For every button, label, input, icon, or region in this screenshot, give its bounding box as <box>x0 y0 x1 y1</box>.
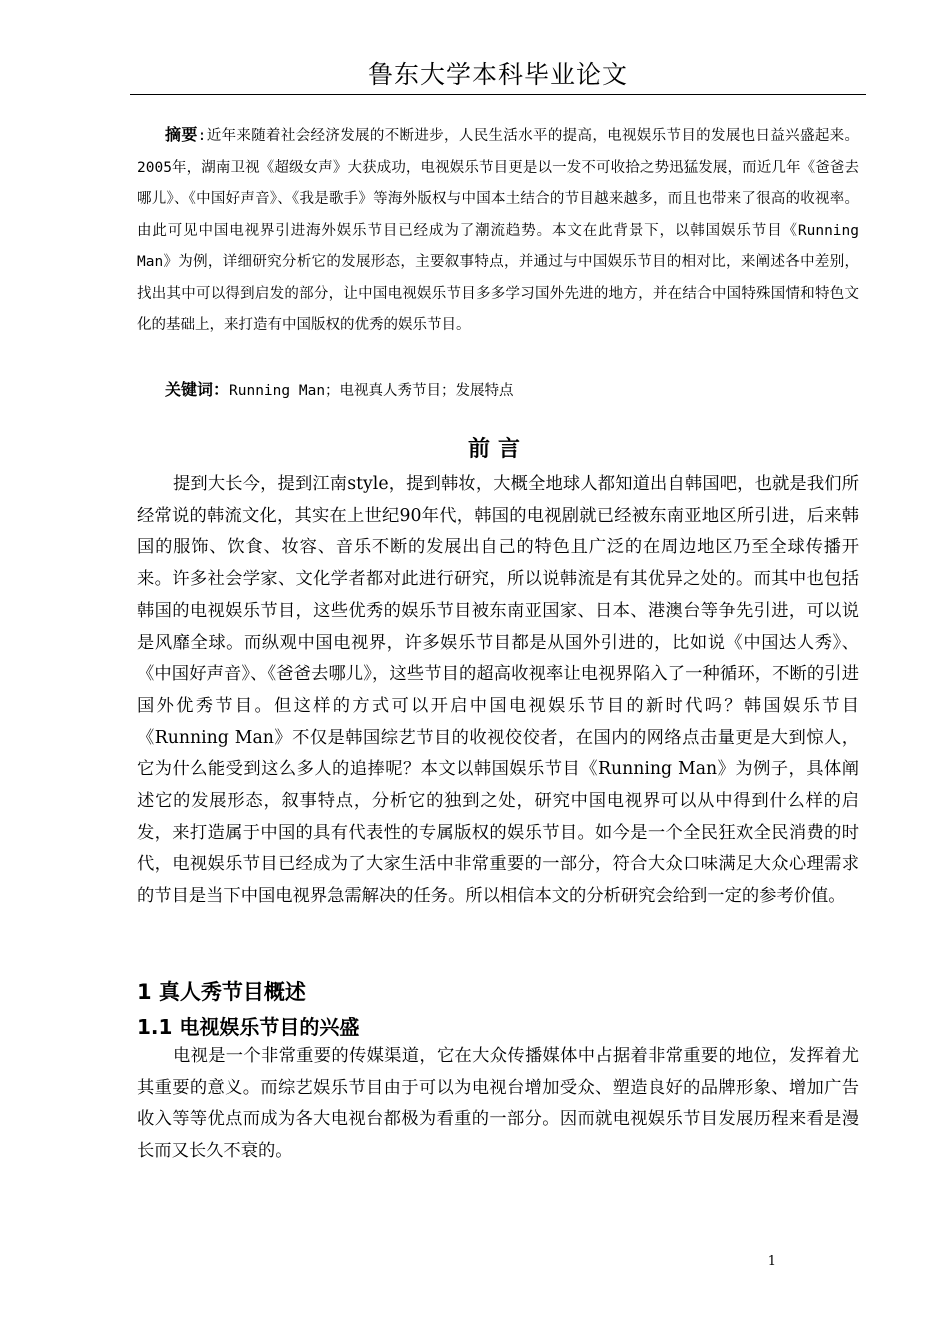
header-divider <box>130 94 866 95</box>
section-1-heading: 1 真人秀节目概述 <box>137 980 306 1004</box>
section-1-1-paragraph: 电视是一个非常重要的传媒渠道，它在大众传播媒体中占据着非常重要的地位，发挥着尤其重要的意义。而综艺娱乐节目由于可以为电视台增加受众、塑造良好的品牌形象、增加广告收入等等优点而成为各大电视台都极为看重的一部分。因而就电视娱乐节目发展历程来看是漫长而又长久不衰的。 <box>137 1046 859 1162</box>
abstract <box>137 119 859 342</box>
abstract-label: 摘要 <box>165 125 198 144</box>
page-number: 1 <box>767 1254 776 1269</box>
section-1-1-heading: 1.1 电视娱乐节目的兴盛 <box>137 1015 360 1039</box>
preface-paragraph: 提到大长今，提到江南style，提到韩妆，大概全地球人都知道出自韩国吧，也就是我们所经常说的韩流文化，其实在上世纪90年代，韩国的电视剧就已经被东南亚地区所引进，后来韩国的服饰、饮食、妆容、音乐不断的发展出自己的特色且广泛的在周边地区乃至全球传播开来。许多社会学家、文化学者都对此进行研究，所以说韩流是有其优异之处的。而其中也包括韩国的电视娱乐节目，这些优秀的娱乐节目被东南亚国家、日本、港澳台等争先引进，可以说是风靡全球。而纵观中国电视界，许多娱乐节目都是从国外引进的，比如说《中国达人秀》、《中国好声音》、《爸爸去哪儿》，这些节目的超高收视率让电视界陷入了一种循环，不断的引进国外优秀节目。但这样的方式可以开启中国电视娱乐节目的新时代吗？韩国娱乐节目《Running Man》不仅是韩国综艺节目的收视佼佼者，在国内的网络点击量更是大到惊人，它为什么能受到这么多人的追捧呢？本文以韩国娱乐节目《Running Man》为例子，具体阐述它的发展形态，叙事特点，分析它的独到之处，研究中国电视界可以从中得到什么样的启发，来打造属于中国的具有代表性的专属版权的娱乐节目。如今是一个全民狂欢全民消费的时代，电视娱乐节目已经成为了大家生活中非常重要的一部分，符合大众口味满足大众心理需求的节目是当下中国电视界急需解决的任务。所以相信本文的分析研究会给到一定的参考价值。 <box>137 474 859 907</box>
abstract-text: :近年来随着社会经济发展的不断进步，人民生活水平的提高，电视娱乐节目的发展也日益兴盛起来。2005年，湖南卫视《超级女声》大获成功，电视娱乐节目更是以一发不可收拾之势迅猛发展，而近几年《爸爸去哪儿》、《中国好声音》、《我是歌手》等海外版权与中国本土结合的节目越来越多，而且也带来了很高的收视率。由此可见中国电视界引进海外娱乐节目已经成为了潮流趋势。本文在此背景下，以韩国娱乐节目《Running Man》为例，详细研究分析它的发展形态，主要叙事特点，并通过与中国娱乐节目的相对比，来阐述各中差别，找出其中可以得到启发的部分，让中国电视娱乐节目多多学习国外先进的地方，并在结合中国特殊国情和特色文化的基础上，来打造有中国版权的优秀的娱乐节目。 <box>137 128 859 333</box>
page-header-title: 鲁东大学本科毕业论文 <box>367 60 628 89</box>
keywords <box>165 374 865 407</box>
preface-title: 前言 <box>467 437 528 462</box>
keywords-label: 关键词： <box>165 380 230 399</box>
keywords-text: Running Man；电视真人秀节目；发展特点 <box>229 383 514 399</box>
